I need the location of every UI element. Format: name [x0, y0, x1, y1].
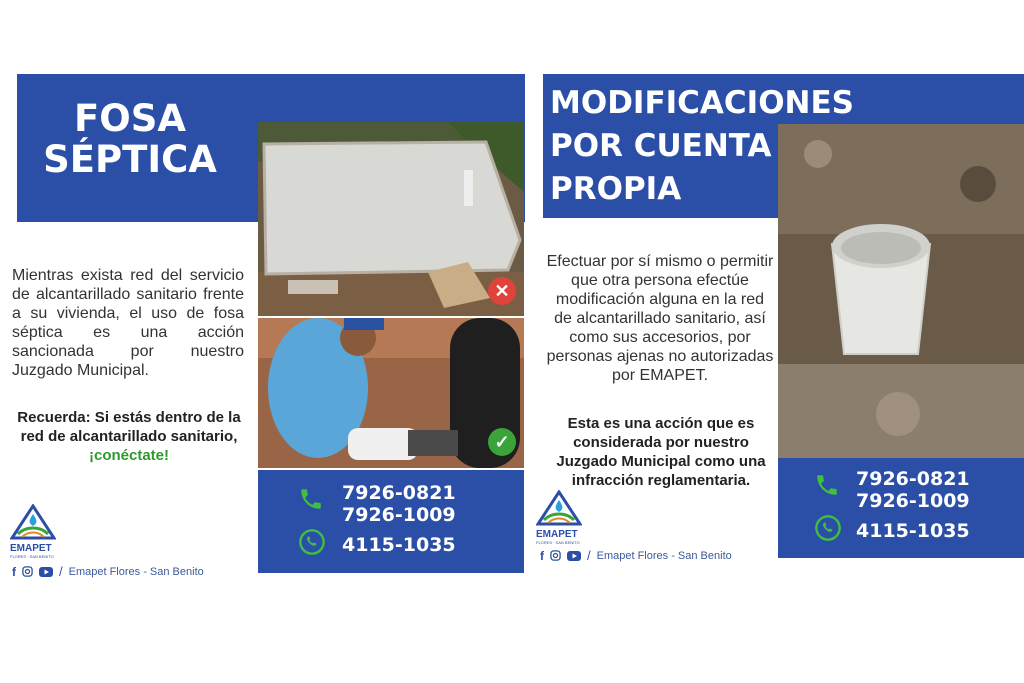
slash-divider: /: [59, 564, 63, 579]
pipe-in-soil-illustration: [778, 124, 1024, 458]
right-phone-2[interactable]: 7926-1009: [856, 490, 970, 512]
left-reminder-highlight: ¡conéctate!: [88, 447, 170, 464]
left-title-line1: FOSA: [73, 97, 186, 140]
right-title-line1: MODIFICACIONES: [550, 85, 855, 121]
left-phone-1[interactable]: 7926-0821: [342, 482, 456, 504]
right-title-line3: PROPIA: [550, 171, 682, 207]
left-reminder: [10, 408, 248, 465]
facebook-icon[interactable]: f: [12, 564, 16, 579]
emapet-logo-mark: [10, 504, 56, 540]
whatsapp-icon: [814, 514, 842, 547]
emapet-logo-mark: [536, 490, 582, 526]
left-whatsapp-number[interactable]: 4115-1035: [342, 534, 456, 556]
right-social-handle[interactable]: Emapet Flores - San Benito: [596, 549, 732, 562]
youtube-icon[interactable]: [39, 567, 53, 577]
emapet-logo-subtext: FLORES · SAN BENITO: [10, 554, 54, 559]
left-social-handle[interactable]: Emapet Flores - San Benito: [68, 565, 204, 578]
left-phone-2[interactable]: 7926-1009: [342, 504, 456, 526]
right-emphasis: Esta es una acción que es considerada por nuestro Juzgado Municipal como una infracción reglamentaria.: [556, 415, 766, 489]
left-title: [30, 98, 230, 181]
left-contact-box: [258, 470, 524, 573]
wrong-badge-icon: ✕: [488, 277, 516, 305]
right-contact-box: [778, 458, 1024, 558]
right-title-line2: POR CUENTA: [550, 128, 772, 164]
emapet-logo: [10, 504, 58, 559]
emapet-logo-subtext: FLORES · SAN BENITO: [536, 540, 580, 545]
facebook-icon[interactable]: f: [540, 548, 544, 563]
left-social-row: [12, 564, 204, 579]
emapet-logo-text: EMAPET: [536, 529, 578, 540]
emapet-logo-text: EMAPET: [10, 543, 52, 554]
septic-tank-illustration: [258, 122, 524, 316]
right-paragraph: Efectuar por sí mismo o permitir que otra persona efectúe modificación alguna en la red de alcantarillado sanitario, así como sus accesorios, por personas ajenas no autorizadas por EMAPET.: [546, 253, 774, 384]
phone-icon: [298, 486, 324, 517]
phone-icon: [814, 472, 840, 503]
left-title-line2: SÉPTICA: [43, 138, 217, 182]
left-paragraph: Mientras exista red del servicio de alcantarillado sanitario frente a su vivienda, el uso de fosa séptica es una acción sancionada por nuestro Juzgado Municipal.: [12, 267, 244, 379]
pipe-connection-photo: [258, 318, 524, 468]
right-phone-1[interactable]: 7926-0821: [856, 468, 970, 490]
instagram-icon[interactable]: [22, 566, 33, 577]
whatsapp-icon: [298, 528, 326, 561]
left-reminder-text: Recuerda: Si estás dentro de la red de alcantarillado sanitario,: [17, 409, 241, 445]
slash-divider: /: [587, 548, 591, 563]
right-badge-icon: ✓: [488, 428, 516, 456]
septic-tank-photo: [258, 122, 524, 316]
emapet-logo: [536, 490, 584, 545]
right-social-row: [540, 548, 732, 563]
right-whatsapp-number[interactable]: 4115-1035: [856, 520, 970, 542]
instagram-icon[interactable]: [550, 550, 561, 561]
pipe-connection-illustration: [258, 318, 524, 468]
pipe-in-soil-photo: [778, 124, 1024, 458]
youtube-icon[interactable]: [567, 551, 581, 561]
